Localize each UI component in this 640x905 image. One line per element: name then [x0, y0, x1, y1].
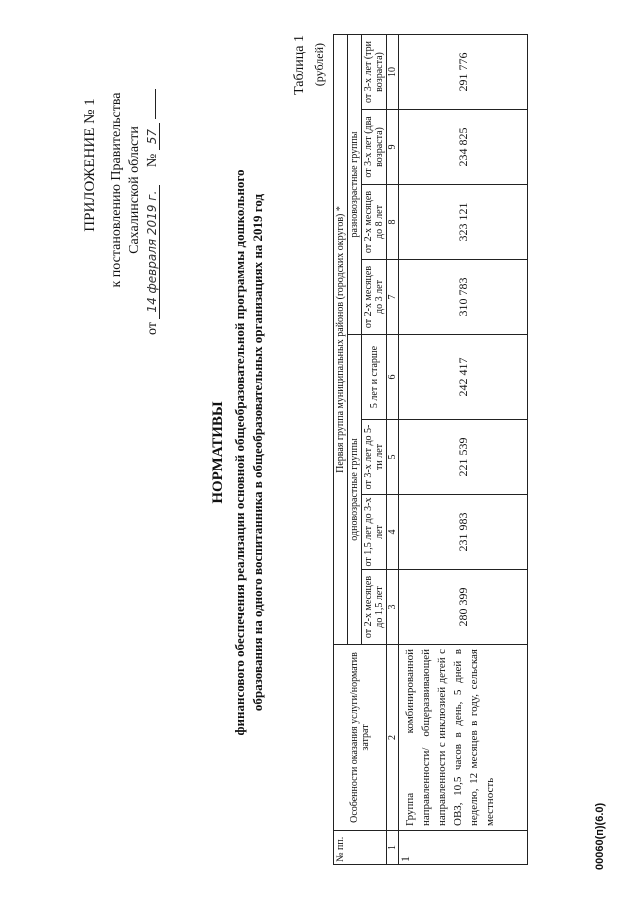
- header-mixed-age: разновозрастные группы: [348, 34, 362, 334]
- header-num: № пп.: [334, 831, 387, 865]
- appendix-date-line: [145, 15, 161, 335]
- table-label: Таблица 1: [292, 35, 307, 95]
- appendix-title: ПРИЛОЖЕНИЕ № 1: [82, 98, 98, 232]
- date-prefix: от: [145, 322, 160, 335]
- header-group-main: Первая группа муниципальных районов (городских округов) *: [334, 34, 348, 644]
- document-title: НОРМАТИВЫ: [210, 401, 226, 504]
- column-number: 1: [387, 831, 399, 865]
- age-header: от 2-х месяцев до 3 лет: [362, 260, 387, 335]
- column-number: 2: [387, 645, 399, 831]
- appendix-line2: Сахалинской области: [127, 126, 142, 254]
- column-number: 10: [387, 34, 399, 109]
- number-prefix: №: [145, 153, 160, 168]
- appendix-line1: к постановлению Правительства: [109, 92, 124, 288]
- column-number: 3: [387, 570, 399, 645]
- date-value: 14 февраля 2019 г.: [145, 185, 160, 319]
- value-cell: 310 783: [399, 260, 528, 335]
- age-header: от 2-х месяцев до 8 лет: [362, 185, 387, 260]
- row-description: Группа комбинированной направленности/ общеразвивающей направленности с инклюзией детей с ОВЗ, 10,5 часов в день, 5 дней в неделю, 12 месяцев в году, сельская местность: [399, 645, 528, 831]
- number-underline: [155, 89, 156, 119]
- column-number: 6: [387, 335, 399, 420]
- column-number-row: [387, 34, 399, 864]
- value-cell: 234 825: [399, 110, 528, 185]
- header-features: Особенности оказания услуги/норматив затрат: [334, 645, 387, 831]
- column-number: 8: [387, 185, 399, 260]
- age-header: от 2-х месяцев до 1,5 лет: [362, 570, 387, 645]
- number-value: 57: [145, 123, 160, 150]
- value-cell: 231 983: [399, 495, 528, 570]
- column-number: 9: [387, 110, 399, 185]
- header-single-age: одновозрастные группы: [348, 335, 362, 645]
- value-cell: 280 399: [399, 570, 528, 645]
- value-cell: 291 776: [399, 34, 528, 109]
- age-header: от 3-х лет (три возраста): [362, 34, 387, 109]
- value-cell: 221 539: [399, 420, 528, 495]
- column-number: 4: [387, 495, 399, 570]
- age-header: от 1,5 лет до 3-х лет: [362, 495, 387, 570]
- age-header: от 3-х лет (два возраста): [362, 110, 387, 185]
- document-subtitle-1: финансового обеспечения реализации основной общеобразовательной программы дошкольного: [232, 169, 247, 736]
- column-number: 5: [387, 420, 399, 495]
- row-num: 1: [399, 831, 528, 865]
- value-cell: 242 417: [399, 335, 528, 420]
- age-header: 5 лет и старше: [362, 335, 387, 420]
- norms-table: [333, 34, 528, 865]
- footer-code: 00060(п)(6.0): [594, 802, 606, 870]
- value-cell: 323 121: [399, 185, 528, 260]
- table-row: [399, 34, 528, 864]
- column-number: 7: [387, 260, 399, 335]
- age-header: от 3-х лет до 5-ти лет: [362, 420, 387, 495]
- document-subtitle-2: образования на одного воспитанника в общеобразовательных организациях на 2019 год: [250, 193, 265, 712]
- table-units: (рублей): [312, 43, 326, 87]
- header-row-1: [334, 34, 348, 864]
